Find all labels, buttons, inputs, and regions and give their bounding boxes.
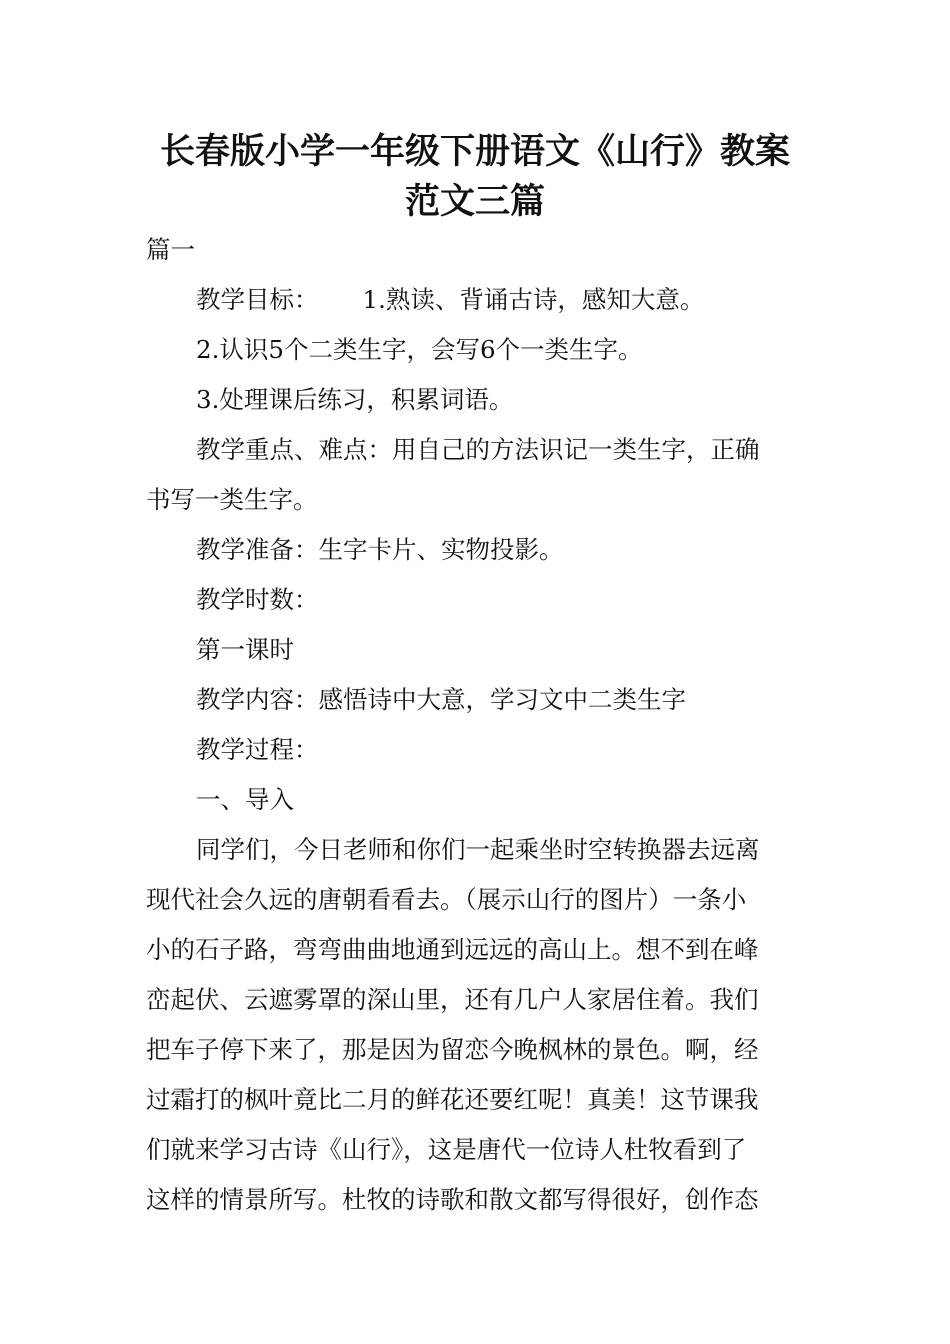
intro-paragraph-line: 峦起伏、云遮雾罩的深山里，还有几户人家居住着。我们 bbox=[146, 985, 759, 1014]
intro-paragraph-line: 把车子停下来了，那是因为留恋今晚枫林的景色。啊，经 bbox=[146, 1035, 759, 1064]
document-title-line-2: 范文三篇 bbox=[404, 182, 545, 222]
intro-paragraph-line: 现代社会久远的唐朝看看去。（展示山行的图片）一条小 bbox=[146, 885, 747, 914]
key-points-line-2: 书写一类生字。 bbox=[146, 485, 318, 514]
intro-heading: 一、导入 bbox=[196, 785, 294, 814]
teaching-preparation: 教学准备：生字卡片、实物投影。 bbox=[196, 535, 564, 564]
intro-paragraph-line: 们就来学习古诗《山行》，这是唐代一位诗人杜牧看到了 bbox=[146, 1135, 747, 1164]
teaching-goal-3: 3.处理课后练习，积累词语。 bbox=[196, 385, 514, 414]
intro-paragraph-line: 同学们，今日老师和你们一起乘坐时空转换器去远离 bbox=[196, 835, 760, 864]
teaching-goal-2: 2.认识5个二类生字，会写6个一类生字。 bbox=[196, 335, 643, 364]
intro-paragraph-line: 过霜打的枫叶竟比二月的鲜花还要红呢！真美！这节课我 bbox=[146, 1085, 759, 1114]
section-label: 篇一 bbox=[146, 235, 195, 264]
teaching-content: 教学内容：感悟诗中大意，学习文中二类生字 bbox=[196, 685, 686, 714]
teaching-goals-label: 教学目标： bbox=[196, 285, 319, 314]
teaching-goal-1: 1.熟读、背诵古诗，感知大意。 bbox=[362, 285, 705, 314]
teaching-hours: 教学时数： bbox=[196, 585, 319, 614]
teaching-process: 教学过程： bbox=[196, 735, 319, 764]
lesson-heading: 第一课时 bbox=[196, 635, 294, 664]
document-title-line-1: 长春版小学一年级下册语文《山行》教案 bbox=[159, 132, 790, 172]
key-points-line-1: 教学重点、难点：用自己的方法识记一类生字，正确 bbox=[196, 435, 760, 464]
intro-paragraph-line: 小的石子路，弯弯曲曲地通到远远的高山上。想不到在峰 bbox=[146, 935, 759, 964]
intro-paragraph-line: 这样的情景所写。杜牧的诗歌和散文都写得很好，创作态 bbox=[146, 1185, 759, 1214]
teaching-goals-line bbox=[196, 284, 704, 316]
